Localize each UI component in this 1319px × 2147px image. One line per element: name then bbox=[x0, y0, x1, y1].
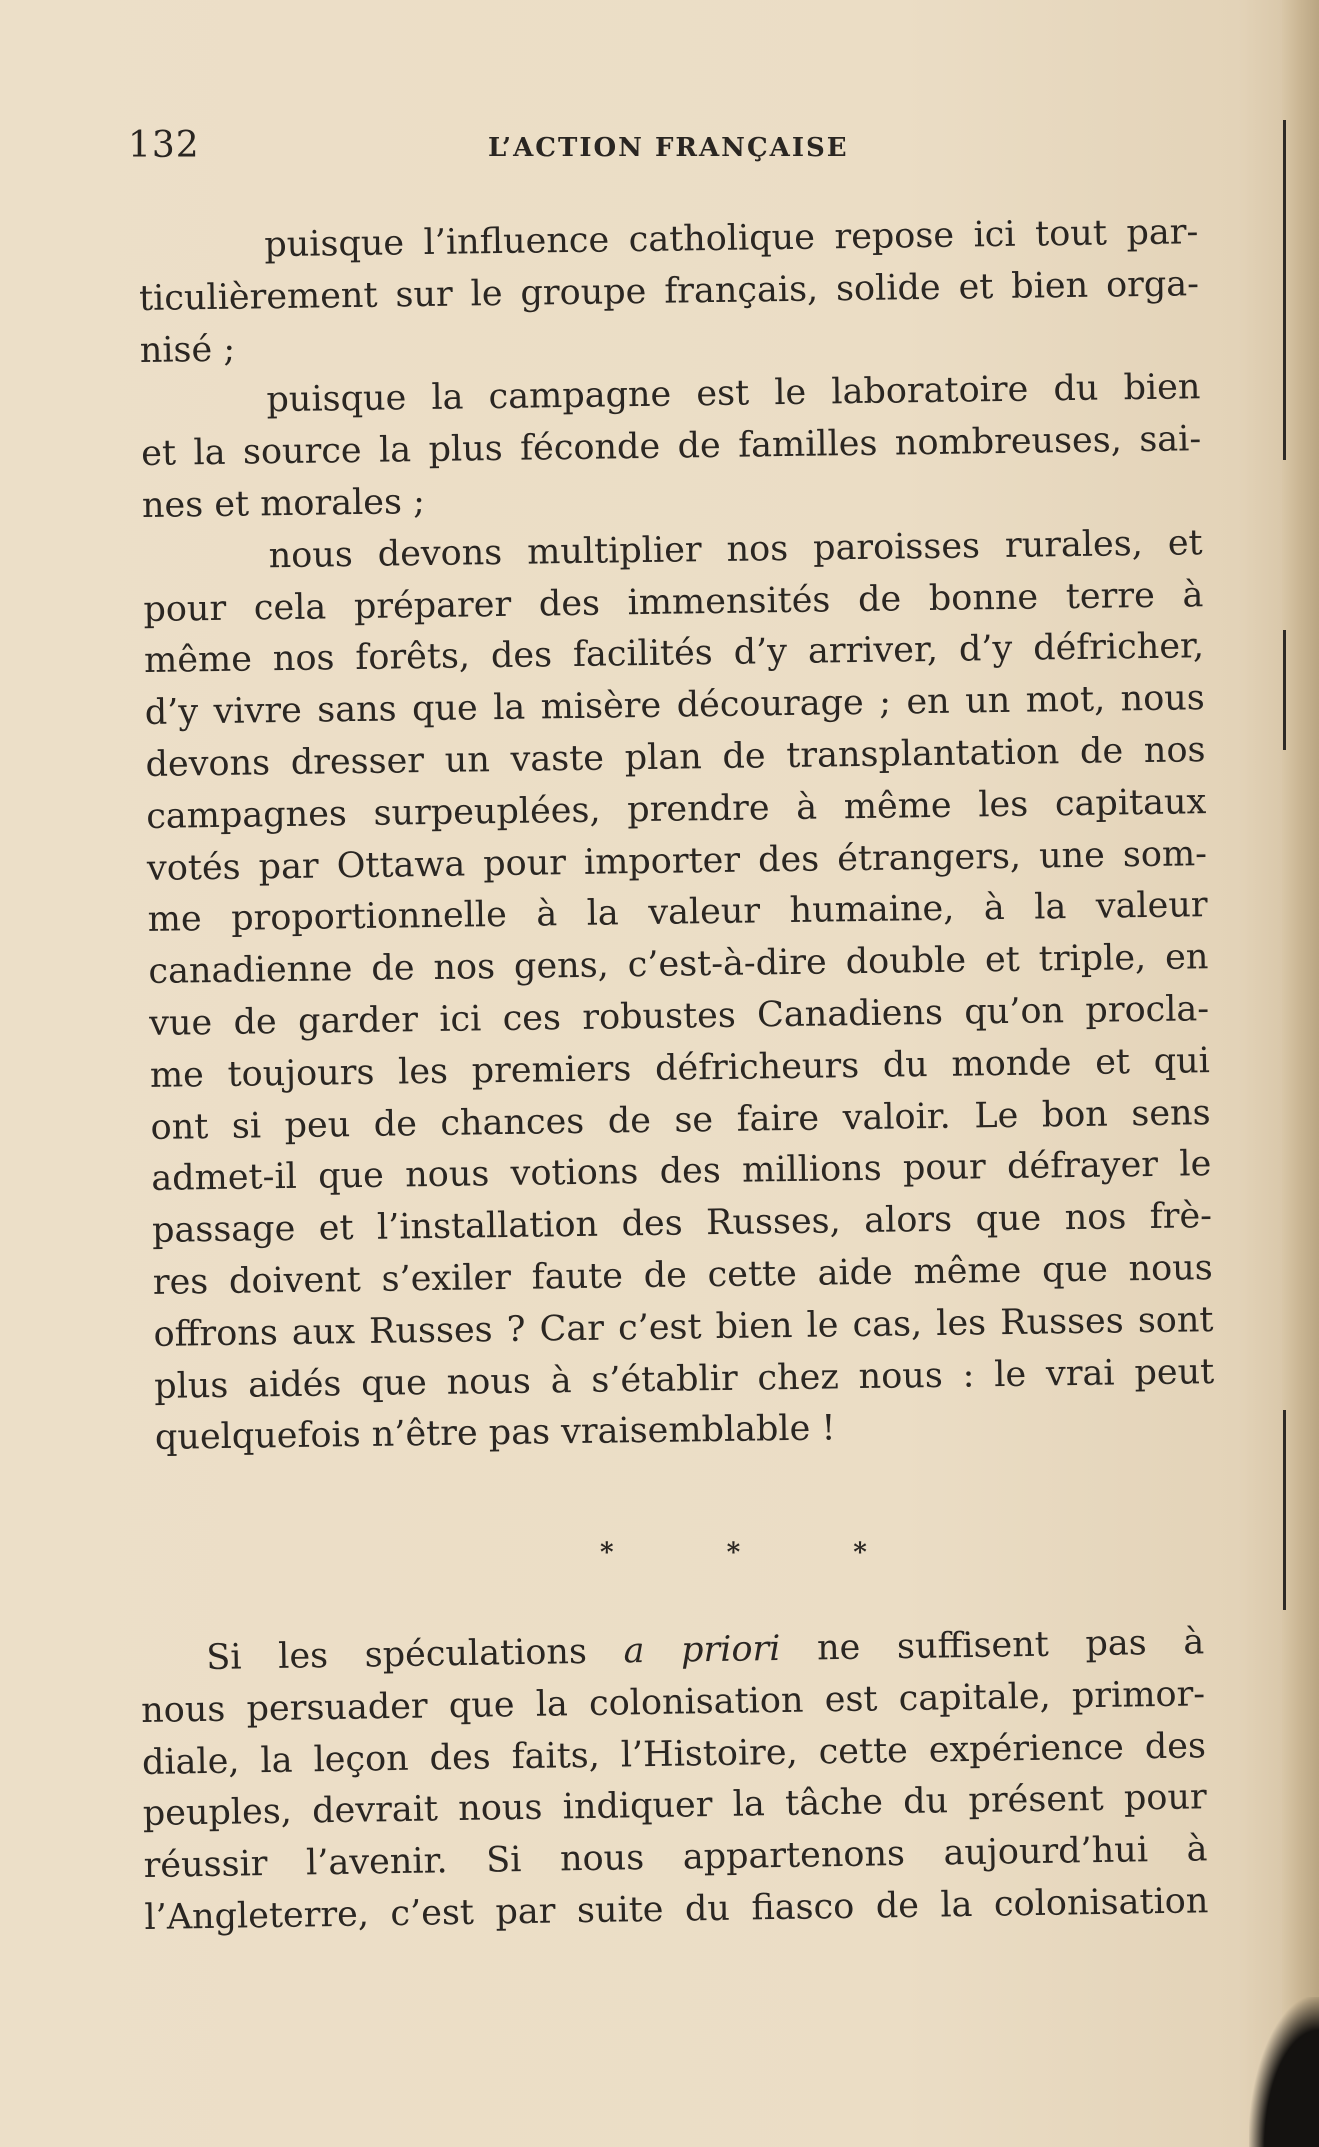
text-line: canadienne de nos gens, c’est-à-dire double et triple, en bbox=[148, 937, 1209, 993]
text-line: même nos forêts, des facilités d’y arriver, d’y défricher, bbox=[143, 626, 1205, 682]
text-line: peuples, devrait nous indiquer la tâche du présent pour bbox=[142, 1777, 1208, 1835]
text-line: pour cela préparer des immensités de bonne terre à bbox=[143, 574, 1204, 630]
text-line: et la source la plus féconde de familles nombreuses, sai- bbox=[140, 419, 1202, 475]
text-line: me toujours les premiers défricheurs du monde et qui bbox=[149, 1040, 1211, 1096]
page-edge bbox=[1282, 0, 1319, 2147]
page-edge-line bbox=[1283, 1410, 1286, 1610]
second-text-block bbox=[140, 1617, 1209, 1944]
text-segment: Si les spéculations bbox=[206, 1631, 624, 1678]
text-line: nous persuader que la colonisation est capitale, primor- bbox=[140, 1674, 1206, 1731]
text-line: quelquefois n’être pas vraisemblable ! bbox=[154, 1408, 836, 1459]
section-separator: * * * bbox=[600, 1538, 919, 1568]
text-line: admet-il que nous votions des millions pour défrayer le bbox=[151, 1144, 1212, 1200]
page-edge-line bbox=[1283, 120, 1286, 460]
text-line: campagnes surpeuplées, prendre à même les capitaux bbox=[146, 781, 1207, 837]
text-line: votés par Ottawa pour importer des étrangers, une som- bbox=[146, 833, 1208, 889]
text-line: plus aidés que nous à s’établir chez nous : le vrai peut bbox=[153, 1351, 1215, 1407]
text-line: me proportionnelle à la valeur humaine, à la valeur bbox=[147, 885, 1208, 941]
text-line: d’y vivre sans que la misère décourage ; en un mot, nous bbox=[144, 678, 1206, 734]
italic-phrase: a priori bbox=[623, 1628, 781, 1672]
text-line: ont si peu de chances de se faire valoir. Le bon sens bbox=[150, 1092, 1211, 1148]
text-segment: ne suffisent pas à bbox=[780, 1622, 1205, 1669]
text-line: ticulièrement sur le groupe français, solide et bien orga- bbox=[138, 263, 1200, 319]
text-line: diale, la leçon des faits, l’Histoire, cette expérience des bbox=[141, 1725, 1207, 1783]
text-line: nes et morales ; bbox=[141, 482, 426, 526]
page-header bbox=[128, 125, 1188, 175]
text-line: devons dresser un vaste plan de transplantation de nos bbox=[145, 730, 1206, 785]
running-title: L’ACTION FRANÇAISE bbox=[488, 133, 849, 163]
text-line: res doivent s’exiler faute de cette aide même que nous bbox=[152, 1248, 1213, 1303]
page-edge-line bbox=[1283, 630, 1286, 750]
text-line: puisque l’influence catholique repose ici tout par- bbox=[264, 212, 1199, 266]
main-text-block bbox=[138, 207, 1215, 1465]
text-line: offrons aux Russes ? Car c’est bien le cas, les Russes sont bbox=[153, 1299, 1214, 1355]
text-line: l’Angleterre, c’est par suite du fiasco de la colonisation bbox=[144, 1881, 1209, 1938]
text-line: réussir l’avenir. Si nous appartenons aujourd’hui à bbox=[143, 1829, 1208, 1887]
text-line: puisque la campagne est le laboratoire du bien bbox=[266, 367, 1201, 421]
text-line: nisé ; bbox=[139, 329, 236, 371]
text-line: nous devons multiplier nos paroisses rurales, et bbox=[268, 522, 1203, 576]
page-corner-shadow bbox=[1249, 1997, 1319, 2147]
text-line: passage et l’installation des Russes, alors que nos frè- bbox=[151, 1196, 1213, 1252]
page-number: 132 bbox=[128, 125, 200, 166]
text-line: vue de garder ici ces robustes Canadiens qu’on procla- bbox=[148, 989, 1210, 1044]
